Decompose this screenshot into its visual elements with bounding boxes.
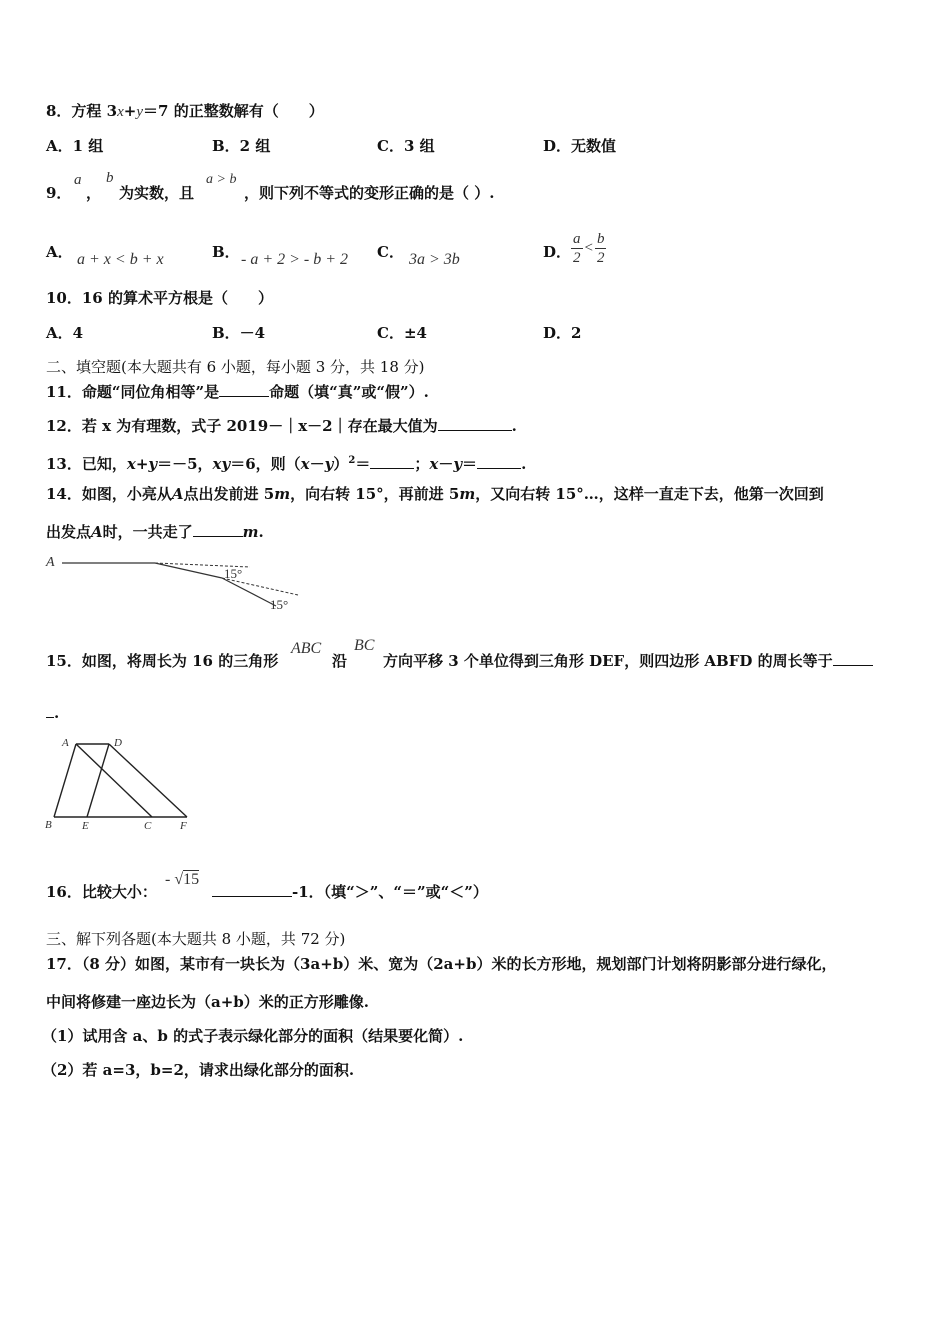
q14-text-4: ，又向右转 15°…，这样一直走下去，他第一次回到 bbox=[475, 485, 824, 503]
q15-fig-label-a: A bbox=[62, 737, 69, 749]
q14-fig-segment-3 bbox=[222, 578, 276, 606]
q15-fig-segment-ac bbox=[76, 744, 152, 817]
q8-var-x: x bbox=[117, 104, 124, 120]
q16-answer-blank[interactable] bbox=[212, 882, 292, 897]
q14-fig-angle-2: 15° bbox=[270, 597, 289, 612]
q8-plus: + bbox=[123, 102, 137, 120]
q15-answer-blank-2[interactable] bbox=[46, 703, 54, 718]
q14-text-6: 时，一共走了 bbox=[102, 523, 193, 541]
q11-text: 11．命题“同位角相等”是 bbox=[46, 383, 220, 401]
q9-condition: a > b bbox=[206, 172, 237, 187]
q9-number: 9． bbox=[46, 184, 72, 202]
q9-var-a: a bbox=[74, 172, 82, 188]
q13-period: . bbox=[521, 455, 527, 473]
q9-option-a-expr: a + x < b + x bbox=[77, 251, 164, 268]
q13-y2: y bbox=[453, 455, 463, 473]
q13-x2: x bbox=[429, 455, 439, 473]
q15-triangle-abc: ABC bbox=[291, 640, 322, 657]
q9-d-frac-left-num: a bbox=[573, 231, 581, 247]
q14-text-3: ，向右转 15°，再前进 5 bbox=[290, 485, 460, 503]
q8-var-y: y bbox=[136, 104, 144, 120]
q16-sqrt-icon: √ bbox=[174, 871, 184, 888]
q9-option-a-label: A． bbox=[46, 243, 73, 261]
q14-answer-blank[interactable] bbox=[193, 522, 243, 537]
q8-option-d: D．无数值 bbox=[543, 137, 617, 155]
q13-eq1: ＝ bbox=[355, 455, 371, 473]
q15-text-2-content: 方向平移 3 个单位得到三角形 DEF，则四边形 ABFD 的周长等于 bbox=[383, 652, 833, 670]
q13-text: 13．已知， bbox=[46, 455, 127, 473]
q10-option-d: D．2 bbox=[543, 324, 582, 342]
q13-expr-prod: xy bbox=[212, 455, 231, 473]
q15-translation-figure bbox=[40, 733, 200, 833]
question-12 bbox=[46, 416, 517, 436]
q14-fig-angle-1: 15° bbox=[224, 566, 243, 581]
q13-val-sum: ＝－5， bbox=[157, 455, 213, 473]
q9-option-d-label: D． bbox=[543, 243, 572, 261]
q9-option-c-label: C． bbox=[377, 243, 404, 261]
q9-d-fraction-right bbox=[595, 230, 607, 267]
q15-fig-label-c: C bbox=[144, 820, 152, 832]
q14-text-5: 出发点 bbox=[46, 523, 92, 541]
q16-radicand: 15 bbox=[183, 871, 200, 888]
q14-period: . bbox=[258, 523, 264, 541]
q15-fig-label-b: B bbox=[45, 819, 52, 831]
question-13 bbox=[46, 451, 526, 474]
question-14-line-2 bbox=[46, 522, 264, 542]
q9-d-fraction-left bbox=[571, 230, 583, 267]
q15-fig-segment-df bbox=[109, 744, 187, 817]
question-8-stem bbox=[46, 101, 324, 122]
q16-text-1: 16．比较大小： bbox=[46, 883, 157, 901]
question-17-part-2: （2）若 a=3，b=2，请求出绿化部分的面积. bbox=[42, 1061, 355, 1079]
q10-option-a: A．4 bbox=[46, 324, 84, 342]
q13-semicolon: ； bbox=[414, 455, 430, 473]
q15-period: . bbox=[54, 704, 60, 722]
question-17-line-1: 17．（8 分）如图，某市有一块长为（3a+b）米、宽为（2a+b）米的长方形地，规划部门计划将阴影部分进行绿化， bbox=[46, 955, 837, 973]
section-2-heading: 二、填空题(本大题共有 6 小题，每小题 3 分，共 18 分) bbox=[46, 358, 425, 376]
q13-exponent: 2 bbox=[348, 455, 356, 466]
section-3-heading: 三、解下列各题(本大题共 8 小题，共 72 分) bbox=[46, 930, 346, 948]
question-11 bbox=[46, 382, 429, 402]
q14-point-a-2: A bbox=[91, 523, 103, 541]
q13-minus1: － bbox=[309, 455, 325, 473]
q8-option-b: B．2 组 bbox=[212, 137, 271, 155]
q8-text-end: ＝7 的正整数解有（ ） bbox=[143, 102, 324, 120]
q9-d-frac-left-den: 2 bbox=[573, 250, 581, 266]
q9-option-b-expr: - a + 2 > - b + 2 bbox=[241, 251, 349, 268]
q14-unit-m-3: m bbox=[242, 523, 259, 541]
q14-unit-m-2: m bbox=[459, 485, 476, 503]
q15-along: 沿 bbox=[332, 652, 348, 670]
q14-point-a: A bbox=[171, 485, 184, 503]
q9-d-relation: < bbox=[584, 240, 593, 256]
q9-d-frac-right-den: 2 bbox=[596, 250, 605, 266]
q12-text: 12．若 x 为有理数，式子 2019－｜x－2｜存在最大值为 bbox=[46, 417, 438, 435]
q8-option-a: A．1 组 bbox=[46, 137, 104, 155]
question-17-part-1: （1）试用含 a、b 的式子表示绿化部分的面积（结果要化简）. bbox=[42, 1027, 464, 1045]
q14-text-2: 点出发前进 5 bbox=[183, 485, 275, 503]
question-17-line-2: 中间将修建一座边长为（a+b）米的正方形雕像. bbox=[46, 993, 370, 1011]
q15-fig-segment-de bbox=[87, 744, 109, 817]
q15-fig-segment-ab bbox=[54, 744, 76, 817]
q13-x1: x bbox=[300, 455, 310, 473]
q8-text: 8．方程 3 bbox=[46, 102, 118, 120]
q15-line-2 bbox=[46, 703, 59, 723]
q13-minus2: － bbox=[438, 455, 454, 473]
q9-option-b-label: B． bbox=[212, 243, 240, 261]
q10-option-c: C．±4 bbox=[377, 324, 427, 342]
q9-d-frac-right-num: b bbox=[596, 231, 605, 247]
q9-mid-text: 为实数，且 bbox=[119, 184, 195, 202]
q14-fig-label-a: A bbox=[46, 555, 55, 570]
q8-option-c: C．3 组 bbox=[377, 137, 435, 155]
q11-answer-blank[interactable] bbox=[219, 382, 269, 397]
q10-option-b: B．－4 bbox=[212, 324, 266, 342]
q12-answer-blank[interactable] bbox=[438, 416, 512, 431]
q13-y1: y bbox=[324, 455, 334, 473]
q13-eq2: ＝ bbox=[462, 455, 478, 473]
q15-text-2 bbox=[383, 651, 873, 671]
q14-path-figure bbox=[40, 550, 310, 620]
q15-fig-label-d: D bbox=[114, 737, 122, 749]
q16-text-2-content: -1．（填“＞”、“＝”或“＜”） bbox=[292, 883, 488, 901]
q16-negative-sign: - bbox=[165, 871, 171, 888]
q13-answer-blank-1[interactable] bbox=[370, 454, 414, 469]
q15-text-1: 15．如图，将周长为 16 的三角形 bbox=[46, 652, 279, 670]
q9-comma: ， bbox=[86, 184, 102, 202]
q14-unit-m-1: m bbox=[274, 485, 291, 503]
q16-text-2 bbox=[212, 882, 488, 902]
q15-answer-blank-1[interactable] bbox=[833, 651, 873, 666]
q14-text-1: 14．如图，小亮从 bbox=[46, 485, 172, 503]
q13-expr-sum: x+y bbox=[126, 455, 158, 473]
q12-text-end: . bbox=[511, 417, 517, 435]
q13-answer-blank-2[interactable] bbox=[477, 454, 521, 469]
q15-side-bc: BC bbox=[354, 637, 375, 654]
q9-var-b: b bbox=[106, 170, 114, 186]
question-10-stem: 10．16 的算术平方根是（ ） bbox=[46, 289, 273, 307]
q13-paren: ） bbox=[333, 455, 349, 473]
q13-val-prod: ＝6，则（ bbox=[230, 455, 301, 473]
q9-option-c-expr: 3a > 3b bbox=[409, 251, 460, 268]
q16-sqrt-expr bbox=[165, 871, 199, 889]
q9-post-text: ，则下列不等式的变形正确的是（ ）. bbox=[244, 184, 495, 202]
q11-text-end: 命题（填“真”或“假”）. bbox=[269, 383, 429, 401]
q15-fig-label-f: F bbox=[180, 820, 187, 832]
q15-fig-label-e: E bbox=[82, 820, 89, 832]
question-14-line-1 bbox=[46, 484, 824, 504]
q9-option-d-expr bbox=[571, 230, 606, 267]
